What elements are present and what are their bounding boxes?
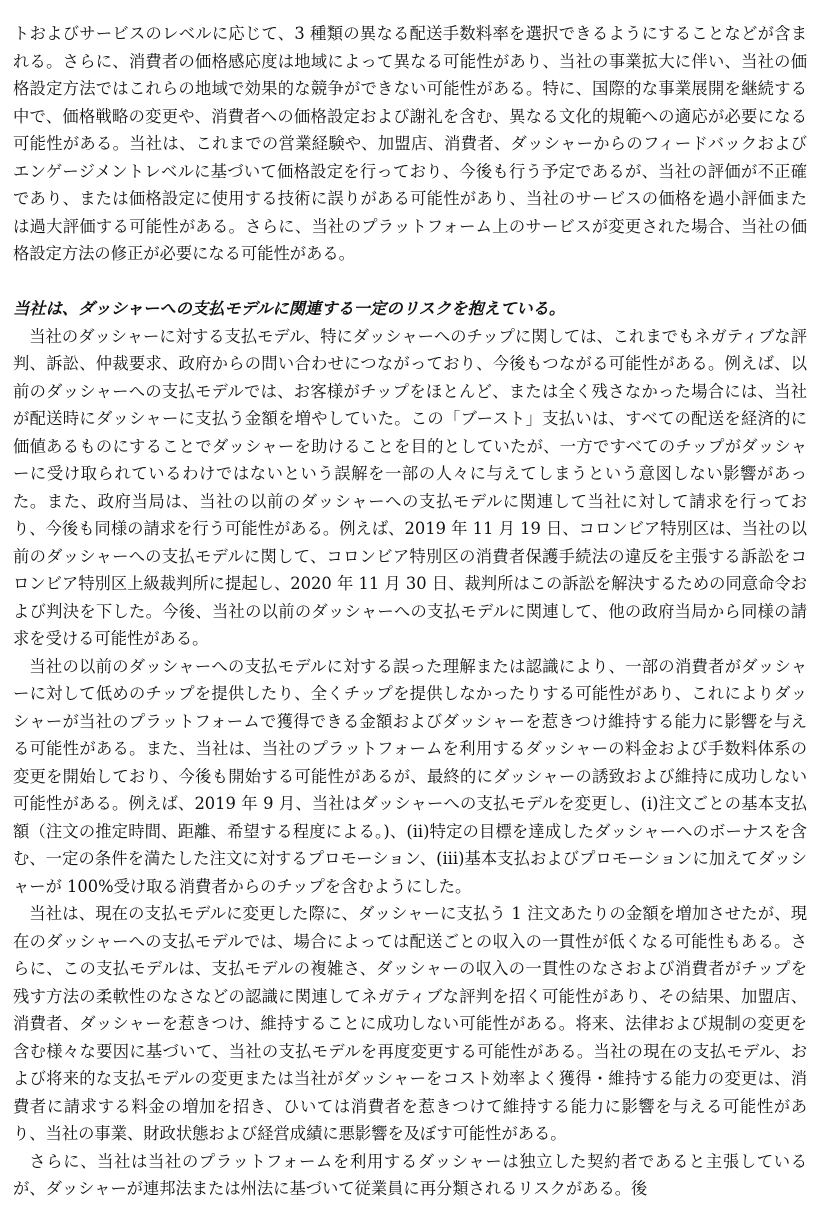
paragraph-contractor-classification: さらに、当社は当社のプラットフォームを利用するダッシャーは独立した契約者であると主張しているが、ダッシャーが連邦法または州法に基づいて従業員に再分類されるリスクがある。後 <box>13 1151 807 1198</box>
paragraph-current-pay-model: 当社は、現在の支払モデルに変更した際に、ダッシャーに支払う 1 注文あたりの金額を増加させたが、現在のダッシャーへの支払モデルでは、場合によっては配送ごとの収入の一貫性が低くなる可能性もある。さらに、この支払モデルは、支払モデルの複雑さ、ダッシャーの収入の一貫性のなさおよび消費者がチップを残す方法の柔軟性のなさなどの認識に関連してネガティブな評判を招く可能性があり、その結果、加盟店、消費者、ダッシャーを惹きつけ、維持することに成功しない可能性がある。将来、法律および規制の変更を含む様々な要因に基づいて、当社の支払モデルを再度変更する可能性がある。当社の現在の支払モデル、および将来的な支払モデルの変更または当社がダッシャーをコスト効率よく獲得・維持する能力の変更は、消費者に請求する料金の増加を招き、ひいては消費者を惹きつけて維持する能力に影響を与える可能性があり、当社の事業、財政状態および経営成績に悪影響を及ぼす可能性がある。 <box>13 904 807 1143</box>
section-heading-dasher-pay-model: 当社は、ダッシャーへの支払モデルに関連する一定のリスクを抱えている。 <box>13 299 566 318</box>
paragraph-pay-model-misperception: 当社の以前のダッシャーへの支払モデルに対する誤った理解または認識により、一部の消費者がダッシャーに対して低めのチップを提供したり、全くチップを提供しなかったりする可能性があり、これによりダッシャーが当社のプラットフォームで獲得できる金額およびダッシャーを惹きつけ維持する能力に影響を与える可能性がある。また、当社は、当社のプラットフォームを利用するダッシャーの料金および手数料体系の変更を開始しており、今後も開始する可能性があるが、最終的にダッシャーの誘致および維持に成功しない可能性がある。例えば、2019 年 9 月、当社はダッシャーへの支払モデルを変更し、(i)注文ごとの基本支払額（注文の推定時間、距離、希望する程度による。)、(ii)特定の目標を達成したダッシャーへのボーナスを含む、一定の条件を満たした注文に対するプロモーション、(iii)基本支払およびプロモーションに加えてダッシャーが 100%受け取る消費者からのチップを含むようにした。 <box>13 656 807 896</box>
paragraph-pricing-continued: トおよびサービスのレベルに応じて、3 種類の異なる配送手数料率を選択できるようにすることなどが含まれる。さらに、消費者の価格感応度は地域によって異なる可能性があり、当社の事業拡大に伴い、当社の価格設定方法ではこれらの地域で効果的な競争ができない可能性がある。特に、国際的な事業展開を継続する中で、価格戦略の変更や、消費者への価格設定および謝礼を含む、異なる文化的規範への適応が必要になる可能性がある。当社は、これまでの営業経験や、加盟店、消費者、ダッシャーからのフィードバックおよびエンゲージメントレベルに基づいて価格設定を行っており、今後も行う予定であるが、当社の評価が不正確であり、または価格設定に使用する技術に誤りがある可能性があり、当社のサービスの価格を過小評価または過大評価する可能性がある。さらに、当社のプラットフォーム上のサービスが変更された場合、当社の価格設定方法の修正が必要になる可能性がある。 <box>13 24 807 263</box>
document-page <box>13 20 807 1203</box>
paragraph-pay-model-reputation: 当社のダッシャーに対する支払モデル、特にダッシャーへのチップに関しては、これまでもネガティブな評判、訴訟、仲裁要求、政府からの問い合わせにつながっており、今後もつながる可能性がある。例えば、以前のダッシャーへの支払モデルでは、お客様がチップをほとんど、または全く残さなかった場合には、当社が配送時にダッシャーに支払う金額を増やしていた。この「ブースト」支払いは、すべての配送を経済的に価値あるものにすることでダッシャーを助けることを目的としていたが、一方ですべてのチップがダッシャーに受け取られているわけではないという誤解を一部の人々に与えてしまうという意図しない影響があった。また、政府当局は、当社の以前のダッシャーへの支払モデルに関連して当社に対して請求を行っており、今後も同様の請求を行う可能性がある。例えば、2019 年 11 月 19 日、コロンビア特別区は、当社の以前のダッシャーへの支払モデルに関して、コロンビア特別区の消費者保護手続法の違反を主張する訴訟をコロンビア特別区上級裁判所に提起し、2020 年 11 月 30 日、裁判所はこの訴訟を解決するための同意命令および判決を下した。今後、当社の以前のダッシャーへの支払モデルに関連して、他の政府当局から同様の請求を受ける可能性がある。 <box>13 326 807 648</box>
